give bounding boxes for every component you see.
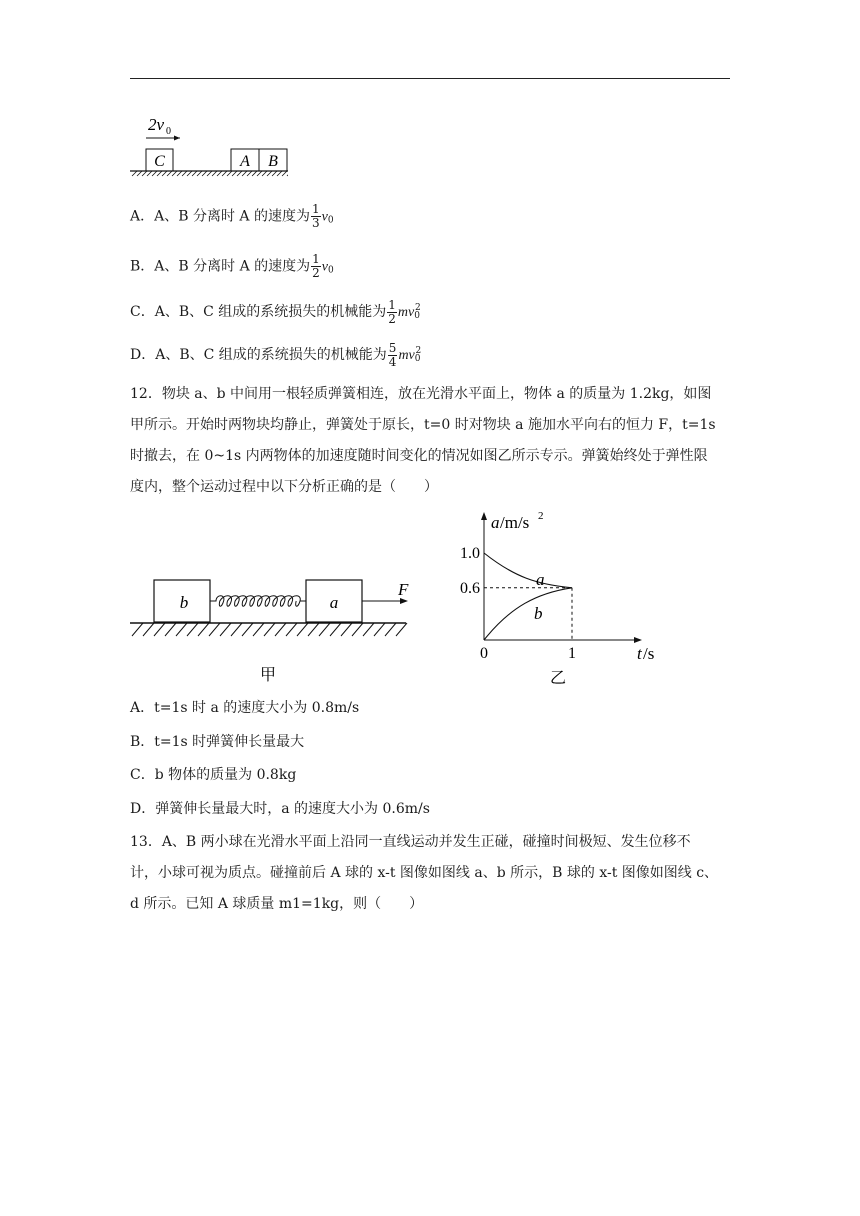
y-axis-label-unit: /m/s <box>500 513 530 532</box>
y-tick-0-6: 0.6 <box>460 579 480 597</box>
fraction-num: 5 <box>388 340 397 355</box>
q12-option-a: A．t=1s 时 a 的速度大小为 0.8m/s <box>130 700 360 716</box>
y-axis-label-sup: 2 <box>538 510 544 522</box>
stem-line: 度内，整个运动过程中以下分析正确的是（ ） <box>130 479 438 495</box>
x-axis-label-unit: /s <box>643 644 655 663</box>
fraction-num: 1 <box>311 202 320 216</box>
y-tick-1-0: 1.0 <box>460 545 480 562</box>
q12-stem <box>130 379 735 503</box>
fraction <box>388 342 398 369</box>
q12-option-b: B．t=1s 时弹簧伸长量最大 <box>130 734 305 750</box>
stem-line: d 所示。已知 A 球质量 m1=1kg，则（ ） <box>130 896 424 912</box>
figure-yi-chart <box>448 508 678 688</box>
q11-option-a <box>130 203 334 232</box>
stem-line: 计，小球可视为质点。碰撞前后 A 球的 x-t 图像如图线 a、b 所示，B 球的 x-t 图像如图线 c、 <box>130 865 719 881</box>
velocity-arrow-head <box>174 136 180 141</box>
spring <box>210 596 306 607</box>
collision-figure <box>128 114 288 184</box>
y-axis-arrow <box>481 512 487 520</box>
stem-line: 13．A、B 两小球在光滑水平面上沿同一直线运动并发生正碰，碰撞时间极短、发生位移不 <box>130 834 691 850</box>
series-a-label: a <box>536 570 545 589</box>
series-a-curve <box>484 553 572 588</box>
ground-hatch <box>132 171 288 176</box>
block-a-label: A <box>240 153 250 170</box>
fraction <box>311 253 321 280</box>
q11-option-c <box>130 297 421 327</box>
option-text: C．A、B、C 组成的系统损失的机械能为 <box>130 304 387 320</box>
fraction-den: 2 <box>312 266 320 280</box>
option-var: v <box>321 259 329 275</box>
option-sub: 0 <box>414 354 421 364</box>
force-label: F <box>398 580 409 599</box>
y-axis-label-var: a <box>491 513 500 532</box>
x-tick-1: 1 <box>568 645 576 662</box>
series-b-label: b <box>534 604 543 623</box>
caption-jia: 甲 <box>259 665 277 684</box>
fraction <box>311 203 321 230</box>
series-b-curve <box>484 588 572 640</box>
option-sup: 2 <box>414 303 421 313</box>
option-text: B．A、B 分离时 A 的速度为 <box>130 258 311 275</box>
option-text: A．A、B 分离时 A 的速度为 <box>130 208 310 225</box>
option-sub: 0 <box>328 265 334 276</box>
origin-label: 0 <box>480 645 488 662</box>
fraction-num: 1 <box>388 297 396 312</box>
caption-yi: 乙 <box>549 668 567 687</box>
fraction <box>387 299 397 326</box>
header-rule <box>130 78 730 79</box>
block-b-label: b <box>179 593 189 612</box>
ground-hatch <box>132 623 407 636</box>
option-sub: 0 <box>414 311 420 321</box>
x-axis-label-var: t <box>637 644 642 663</box>
stem-line: 时撤去，在 0~1s 内两物体的加速度随时间变化的情况如图乙所示专示。弹簧始终处于弹性限 <box>130 448 708 464</box>
block-c-label: C <box>154 153 165 170</box>
option-sub: 0 <box>327 215 334 226</box>
option-var: mv <box>397 305 415 320</box>
fraction-den: 4 <box>388 354 397 369</box>
option-var: v <box>321 209 328 225</box>
velocity-label: 2v <box>148 115 165 134</box>
option-text: D．A、B、C 组成的系统损失的机械能为 <box>130 347 387 363</box>
stem-line: 12．物块 a、b 中间用一根轻质弹簧相连，放在光滑水平面上，物体 a 的质量为 1.2kg，如图 <box>130 386 712 402</box>
fraction-num: 1 <box>312 252 320 266</box>
stem-line: 甲所示。开始时两物块均静止，弹簧处于原长，t=0 时对物块 a 施加水平向右的恒力 F，t=1s <box>130 417 716 433</box>
q11-option-b <box>130 253 334 282</box>
q13-stem <box>130 827 735 920</box>
fraction-den: 3 <box>311 216 320 230</box>
option-var: mv <box>398 348 415 363</box>
x-axis-arrow <box>634 637 642 643</box>
q11-option-d <box>130 340 421 370</box>
figure-jia <box>128 570 418 688</box>
q12-option-c: C．b 物体的质量为 0.8kg <box>130 767 297 783</box>
q12-option-d: D．弹簧伸长量最大时，a 的速度大小为 0.6m/s <box>130 801 430 817</box>
velocity-sub: 0 <box>166 126 171 137</box>
block-a-label: a <box>329 593 339 612</box>
fraction-den: 2 <box>388 311 396 326</box>
block-b-label: B <box>268 153 278 170</box>
option-sup: 2 <box>415 346 422 356</box>
